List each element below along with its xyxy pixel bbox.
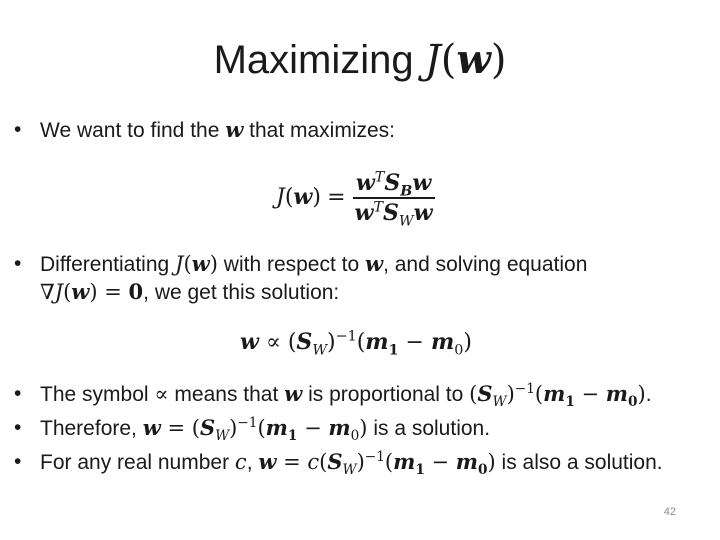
title-text: Maximizing [213, 38, 414, 82]
bullet-3-text-d: . [645, 383, 652, 406]
bullet-1-math-w: w [225, 117, 244, 142]
eq1-fraction-bar [353, 197, 435, 199]
bullet-5-math-c: c [234, 450, 247, 474]
bullet-3-text-a: The symbol [40, 383, 155, 406]
bullet-5-text-a: For any real number [40, 451, 235, 474]
bullet-dot-1: • [14, 118, 22, 141]
eq1-lhs-w: w [293, 183, 313, 210]
bullet-3-propto: ∝ [154, 382, 169, 406]
bullet-5-text-c: is also a solution. [495, 451, 663, 474]
bullet-2-text-a: Differentiating [40, 253, 176, 276]
bullet-2-nabla: ∇ [40, 280, 55, 304]
title-math-j: J [424, 37, 441, 83]
bullet-2-math-w: w [365, 251, 384, 276]
bullet-3-math-w: w [284, 381, 303, 406]
title-math-paren-close: ) [490, 37, 507, 83]
bullet-dot-4: • [14, 416, 22, 439]
bullet-3-math-expr: $(S_W)^{-1}(m_1 - m_0)$ [469, 381, 646, 411]
bullet-5-math-expr: $w = c(S_W)^{-1}(m_1 - m_0)$ [258, 449, 496, 479]
bullet-2-line-2: ∇J(w) = 0, we get this solution: [40, 279, 340, 304]
eq1-lhs-j: J [276, 184, 285, 210]
bullet-1 [40, 116, 395, 145]
equation-1 [276, 169, 435, 230]
bullet-2-text-b: with respect to [217, 253, 365, 276]
bullet-dot-3: • [14, 382, 22, 405]
eq1-paren-close: ) [312, 184, 321, 210]
bullet-3-text-c: is proportional to [302, 383, 470, 406]
bullet-5 [40, 448, 663, 477]
eq1-fraction [353, 169, 435, 230]
bullet-4-text-b: is a solution. [367, 417, 491, 440]
bullet-4-math-expr: $w = (S_W)^{-1}(m_1 - m_0)$ [142, 415, 368, 445]
bullet-3-text-b: means that [168, 383, 285, 406]
slide-title [0, 34, 720, 86]
eq1-equals: = [327, 184, 353, 210]
bullet-1-text-a: We want to find the [40, 119, 226, 142]
equation-2: $w \propto (S_W)^{-1}(m_1 - m_0)$ [240, 328, 472, 359]
title-math-w: w [456, 36, 491, 83]
eq1-paren-open: ( [284, 184, 294, 210]
bullet-2-line-1: Differentiating J(w) with respect to w, and solving equation [40, 251, 588, 276]
bullet-2-math-j: J [175, 252, 184, 276]
bullet-3 [40, 380, 652, 409]
eq1-numerator: $w^TS_Bw$ [355, 169, 432, 200]
bullet-2-text-c: , and solving equation [383, 253, 588, 276]
bullet-4-text-a: Therefore, [40, 417, 143, 440]
bullet-dot-5: • [14, 450, 22, 473]
bullet-1-text-b: that maximizes: [243, 119, 396, 142]
title-math-paren-open: ( [440, 37, 457, 83]
bullet-2-line2-text: , we get this solution: [143, 281, 340, 304]
bullet-dot-2: • [14, 252, 22, 275]
bullet-5-text-b: , [246, 451, 259, 474]
eq1-denominator: $w^TS_Ww$ [354, 199, 433, 230]
bullet-4 [40, 414, 490, 443]
page-number: 42 [663, 506, 676, 518]
